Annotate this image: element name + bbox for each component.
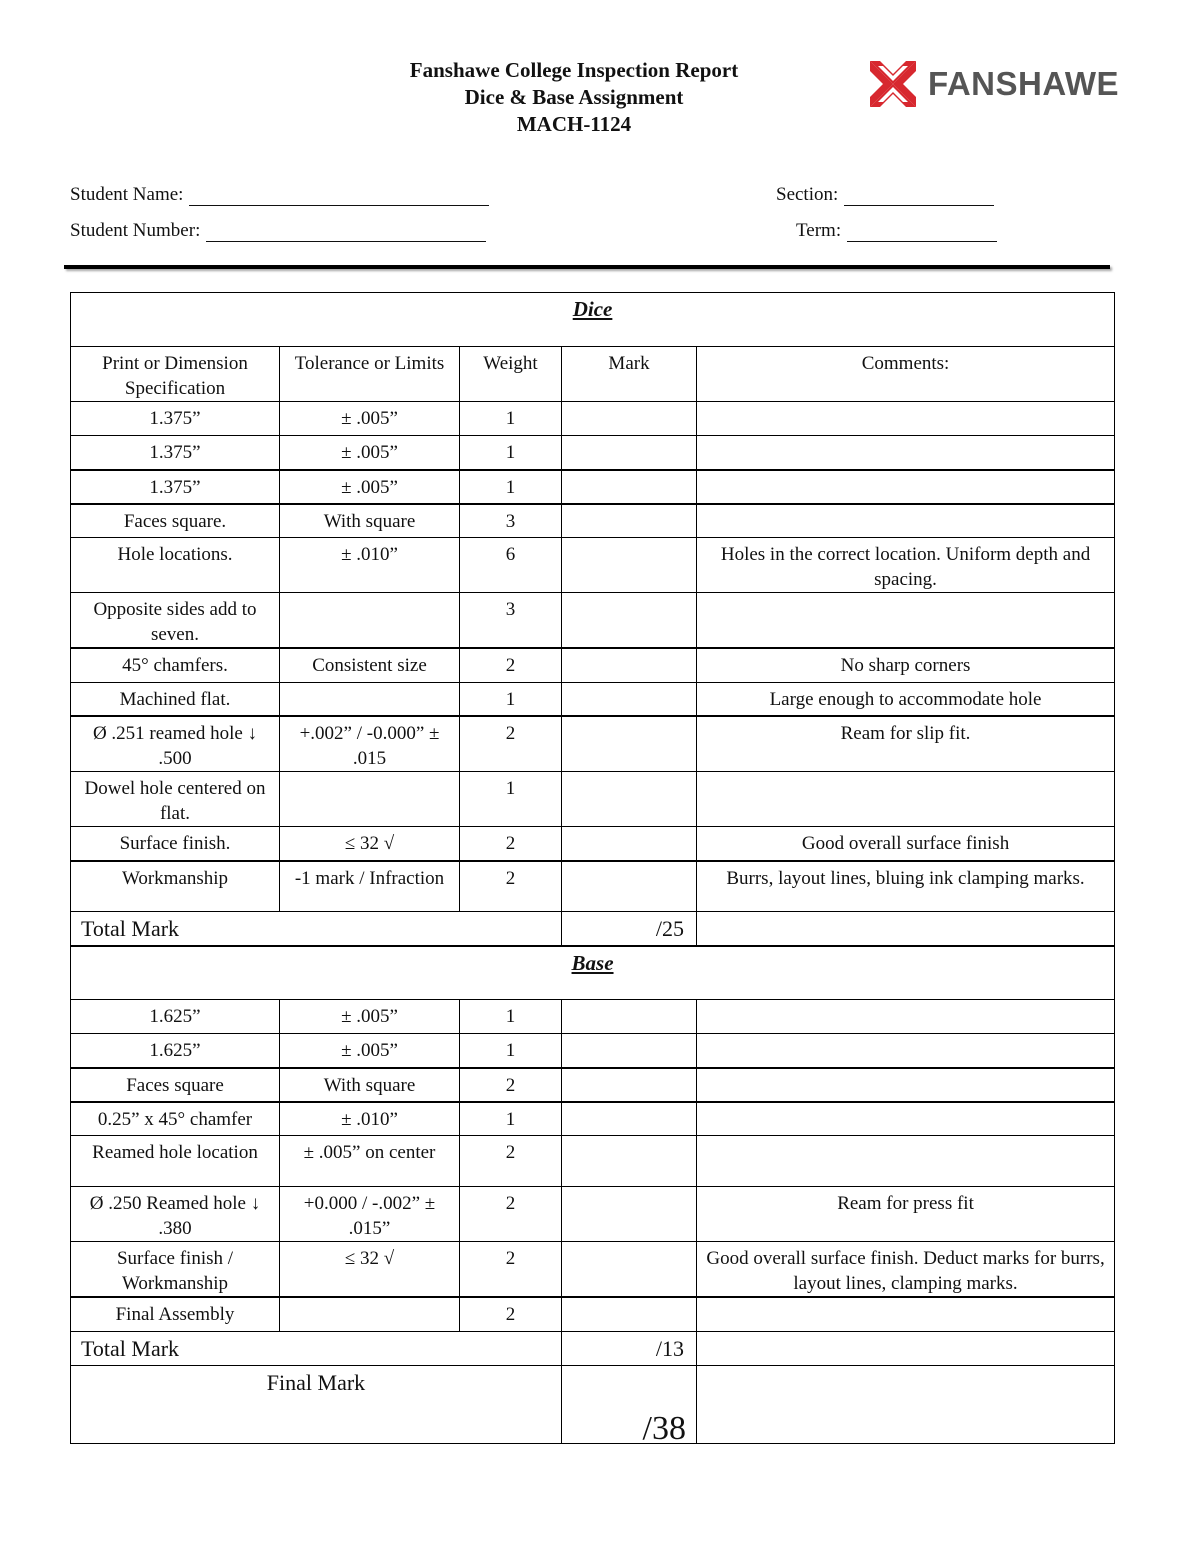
- weight-cell: 1: [460, 402, 562, 436]
- title-line-1: Fanshawe College Inspection Report: [409, 58, 739, 82]
- comment-cell: Ream for slip fit.: [697, 716, 1115, 772]
- spec-cell: Ø .250 Reamed hole ↓ .380: [71, 1187, 280, 1242]
- comment-cell: [697, 504, 1115, 538]
- table-row: [71, 827, 1115, 861]
- spec-cell: Opposite sides add to seven.: [71, 593, 280, 649]
- weight-cell: 1: [460, 436, 562, 470]
- table-row: [71, 1000, 1115, 1034]
- table-row: [71, 1136, 1115, 1187]
- header-spec: Print or Dimension Specification: [71, 347, 280, 402]
- weight-cell: 3: [460, 593, 562, 649]
- spec-cell: Hole locations.: [71, 538, 280, 593]
- mark-cell[interactable]: [562, 504, 697, 538]
- tolerance-cell: -1 mark / Infraction: [280, 861, 460, 912]
- base-total-label: Total Mark: [71, 1331, 562, 1365]
- tolerance-cell: [280, 772, 460, 827]
- student-number-line[interactable]: [206, 223, 486, 242]
- table-row: [71, 1297, 1115, 1331]
- header-tolerance: Tolerance or Limits: [280, 347, 460, 402]
- weight-cell: 1: [460, 1102, 562, 1136]
- fanshawe-logo-icon: [866, 57, 920, 111]
- tolerance-cell: [280, 682, 460, 716]
- tolerance-cell: [280, 593, 460, 649]
- base-total-max[interactable]: /13: [562, 1331, 697, 1365]
- base-title: Base: [71, 946, 1115, 1000]
- mark-cell[interactable]: [562, 1068, 697, 1102]
- spec-cell: Ø .251 reamed hole ↓ .500: [71, 716, 280, 772]
- spec-cell: 1.625”: [71, 1000, 280, 1034]
- header-divider: [64, 265, 1110, 269]
- tolerance-cell: ± .005”: [280, 436, 460, 470]
- mark-cell[interactable]: [562, 1000, 697, 1034]
- spec-cell: 1.375”: [71, 436, 280, 470]
- weight-cell: 2: [460, 1068, 562, 1102]
- spec-cell: 1.375”: [71, 402, 280, 436]
- mark-cell[interactable]: [562, 716, 697, 772]
- header-comments: Comments:: [697, 347, 1115, 402]
- student-number-field[interactable]: [70, 220, 486, 242]
- weight-cell: 2: [460, 648, 562, 682]
- comment-cell: Holes in the correct location. Uniform depth and spacing.: [697, 538, 1115, 593]
- comment-cell: No sharp corners: [697, 648, 1115, 682]
- tolerance-cell: ≤ 32 √: [280, 827, 460, 861]
- spec-cell: Dowel hole centered on flat.: [71, 772, 280, 827]
- weight-cell: 2: [460, 716, 562, 772]
- tolerance-cell: With square: [280, 504, 460, 538]
- weight-cell: 3: [460, 504, 562, 538]
- comment-cell: [697, 402, 1115, 436]
- student-name-line[interactable]: [189, 187, 489, 206]
- dice-section-header: [71, 293, 1115, 347]
- dice-total-label: Total Mark: [71, 912, 562, 946]
- spec-cell: Machined flat.: [71, 682, 280, 716]
- logo-text: FANSHAWE: [928, 65, 1120, 102]
- inspection-table: [70, 292, 1115, 1444]
- report-title: [300, 57, 848, 138]
- tolerance-cell: ± .010”: [280, 538, 460, 593]
- tolerance-cell: +0.000 / -.002” ± .015”: [280, 1187, 460, 1242]
- student-number-label: Student Number:: [70, 220, 201, 241]
- mark-cell[interactable]: [562, 402, 697, 436]
- spec-cell: Reamed hole location: [71, 1136, 280, 1187]
- weight-cell: 1: [460, 470, 562, 504]
- mark-cell[interactable]: [562, 1297, 697, 1331]
- weight-cell: 2: [460, 1136, 562, 1187]
- mark-cell[interactable]: [562, 827, 697, 861]
- weight-cell: 1: [460, 772, 562, 827]
- title-line-3: MACH-1124: [516, 112, 632, 136]
- weight-cell: 1: [460, 1000, 562, 1034]
- mark-cell[interactable]: [562, 538, 697, 593]
- final-mark-comment: [697, 1365, 1115, 1443]
- table-row: [71, 538, 1115, 593]
- mark-cell[interactable]: [562, 1136, 697, 1187]
- table-row: [71, 1242, 1115, 1298]
- table-row: [71, 772, 1115, 827]
- comment-cell: [697, 772, 1115, 827]
- weight-cell: 2: [460, 861, 562, 912]
- mark-cell[interactable]: [562, 1102, 697, 1136]
- table-row: [71, 1102, 1115, 1136]
- tolerance-cell: [280, 1297, 460, 1331]
- weight-cell: 1: [460, 682, 562, 716]
- dice-total-max[interactable]: /25: [562, 912, 697, 946]
- mark-cell[interactable]: [562, 436, 697, 470]
- spec-cell: 1.625”: [71, 1034, 280, 1068]
- spec-cell: Final Assembly: [71, 1297, 280, 1331]
- comment-cell: [697, 1034, 1115, 1068]
- comment-cell: [697, 593, 1115, 649]
- base-total-row: [71, 1331, 1115, 1365]
- spec-cell: Faces square.: [71, 504, 280, 538]
- final-mark-row: [71, 1365, 1115, 1443]
- spec-cell: Faces square: [71, 1068, 280, 1102]
- mark-cell[interactable]: [562, 1187, 697, 1242]
- final-mark-max[interactable]: /38: [562, 1365, 697, 1443]
- tolerance-cell: Consistent size: [280, 648, 460, 682]
- section-field[interactable]: [776, 184, 994, 206]
- comment-cell: Burrs, layout lines, bluing ink clamping marks.: [697, 861, 1115, 912]
- fanshawe-logo: [866, 56, 1119, 112]
- tolerance-cell: ± .010”: [280, 1102, 460, 1136]
- comment-cell: Large enough to accommodate hole: [697, 682, 1115, 716]
- table-row: [71, 861, 1115, 912]
- tolerance-cell: ± .005”: [280, 1000, 460, 1034]
- section-line[interactable]: [844, 187, 994, 206]
- term-line[interactable]: [847, 223, 997, 242]
- weight-cell: 2: [460, 1242, 562, 1298]
- dice-title: Dice: [71, 293, 1115, 347]
- table-row: [71, 716, 1115, 772]
- table-row: [71, 648, 1115, 682]
- student-name-label: Student Name:: [70, 184, 184, 205]
- tolerance-cell: ± .005”: [280, 470, 460, 504]
- mark-cell[interactable]: [562, 470, 697, 504]
- comment-cell: [697, 1068, 1115, 1102]
- table-row: [71, 1034, 1115, 1068]
- base-section-header: [71, 946, 1115, 1000]
- tolerance-cell: ± .005”: [280, 1034, 460, 1068]
- tolerance-cell: ± .005” on center: [280, 1136, 460, 1187]
- weight-cell: 2: [460, 1297, 562, 1331]
- tolerance-cell: With square: [280, 1068, 460, 1102]
- tolerance-cell: ± .005”: [280, 402, 460, 436]
- comment-cell: Ream for press fit: [697, 1187, 1115, 1242]
- table-row: [71, 1068, 1115, 1102]
- dice-total-row: [71, 912, 1115, 946]
- weight-cell: 2: [460, 827, 562, 861]
- weight-cell: 1: [460, 1034, 562, 1068]
- weight-cell: 2: [460, 1187, 562, 1242]
- comment-cell: Good overall surface finish. Deduct marks for burrs, layout lines, clamping marks.: [697, 1242, 1115, 1298]
- table-row: [71, 593, 1115, 649]
- final-mark-label: Final Mark: [71, 1365, 562, 1443]
- section-label: Section:: [776, 184, 839, 205]
- mark-cell[interactable]: [562, 1242, 697, 1298]
- table-row: [71, 504, 1115, 538]
- table-row: [71, 402, 1115, 436]
- comment-cell: [697, 470, 1115, 504]
- header-weight: Weight: [460, 347, 562, 402]
- spec-cell: 45° chamfers.: [71, 648, 280, 682]
- mark-cell[interactable]: [562, 682, 697, 716]
- mark-cell[interactable]: [562, 1034, 697, 1068]
- spec-cell: 0.25” x 45° chamfer: [71, 1102, 280, 1136]
- header-mark: Mark: [562, 347, 697, 402]
- table-row: [71, 1187, 1115, 1242]
- base-total-comment: [697, 1331, 1115, 1365]
- tolerance-cell: +.002” / -0.000” ± .015: [280, 716, 460, 772]
- comment-cell: [697, 1136, 1115, 1187]
- term-label: Term:: [796, 220, 842, 241]
- mark-cell[interactable]: [562, 861, 697, 912]
- tolerance-cell: ≤ 32 √: [280, 1242, 460, 1298]
- term-field[interactable]: [796, 220, 997, 242]
- spec-cell: Surface finish / Workmanship: [71, 1242, 280, 1298]
- column-header-row: [71, 347, 1115, 402]
- table-row: [71, 436, 1115, 470]
- mark-cell[interactable]: [562, 593, 697, 649]
- table-row: [71, 682, 1115, 716]
- spec-cell: Surface finish.: [71, 827, 280, 861]
- student-name-field[interactable]: [70, 184, 489, 206]
- mark-cell[interactable]: [562, 648, 697, 682]
- spec-cell: 1.375”: [71, 470, 280, 504]
- title-line-2: Dice & Base Assignment: [464, 85, 684, 109]
- weight-cell: 6: [460, 538, 562, 593]
- comment-cell: [697, 436, 1115, 470]
- spec-cell: Workmanship: [71, 861, 280, 912]
- comment-cell: Good overall surface finish: [697, 827, 1115, 861]
- mark-cell[interactable]: [562, 772, 697, 827]
- comment-cell: [697, 1297, 1115, 1331]
- dice-total-comment: [697, 912, 1115, 946]
- comment-cell: [697, 1102, 1115, 1136]
- comment-cell: [697, 1000, 1115, 1034]
- table-row: [71, 470, 1115, 504]
